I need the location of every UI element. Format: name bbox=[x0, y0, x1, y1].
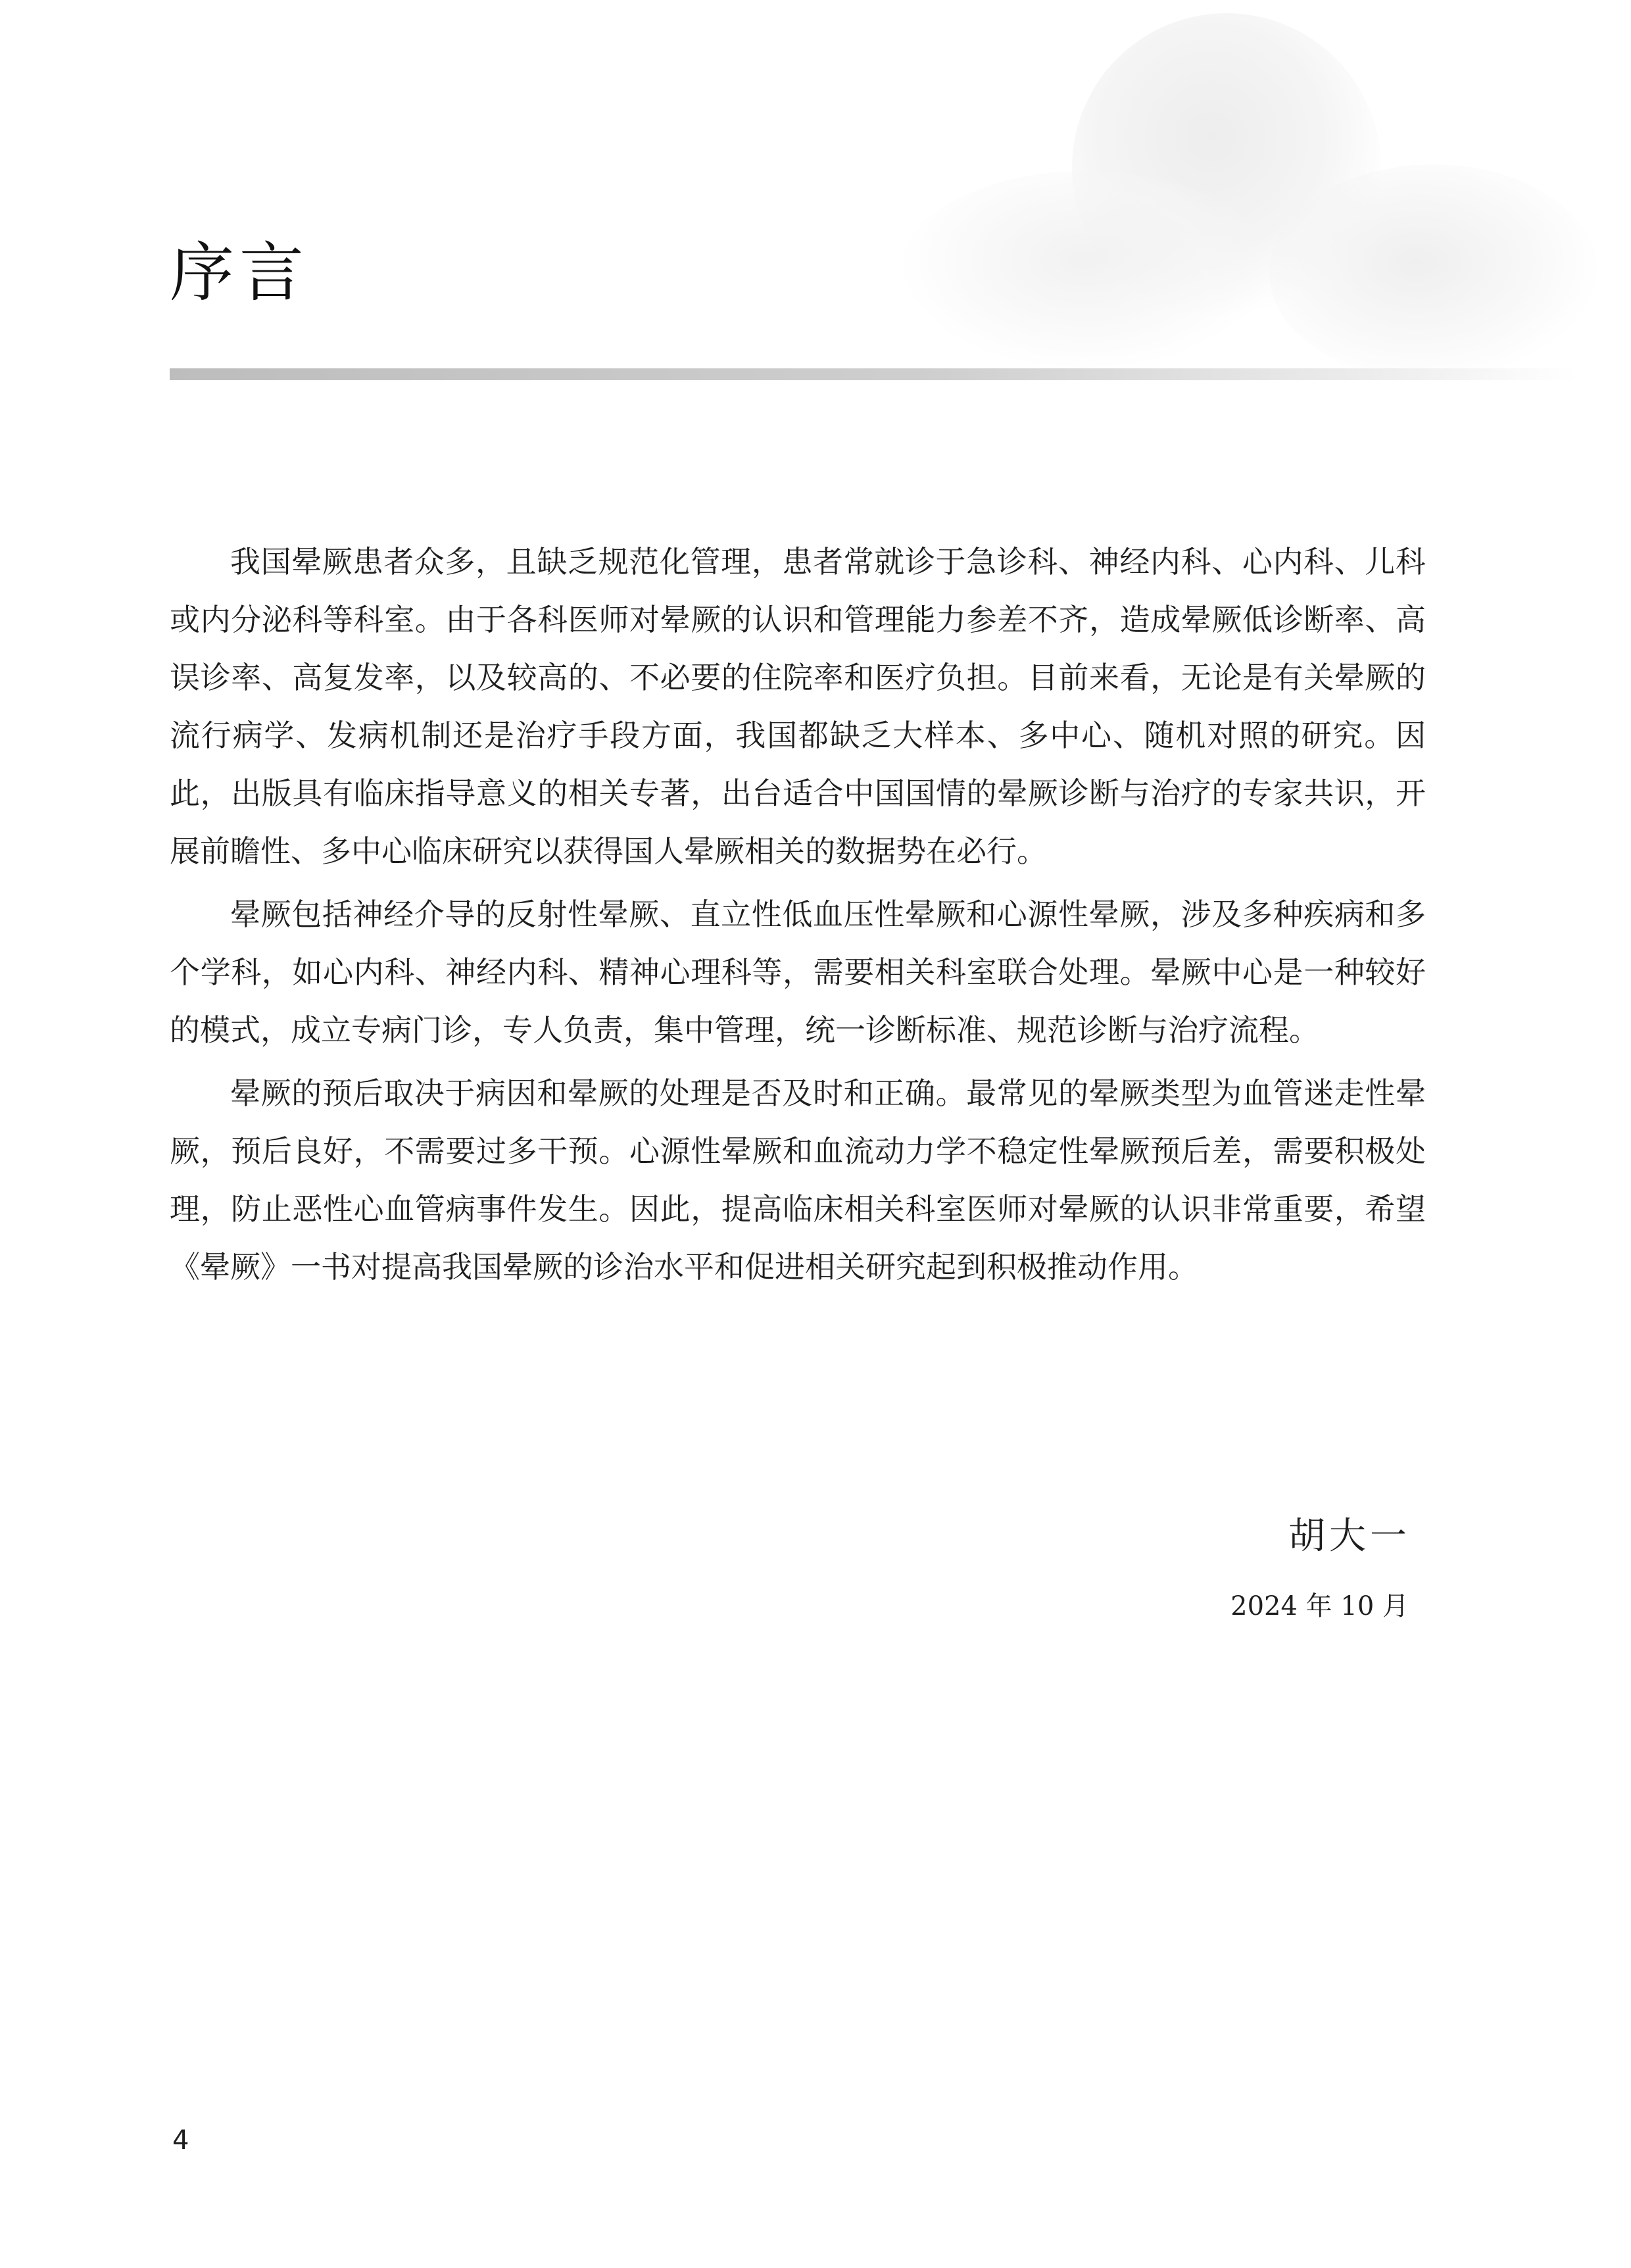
paragraph: 晕厥包括神经介导的反射性晕厥、直立性低血压性晕厥和心源性晕厥，涉及多种疾病和多个学科，如心内科、神经内科、精神心理科等，需要相关科室联合处理。晕厥中心是一种较好的模式，成立专病门诊，专人负责，集中管理，统一诊断标准、规范诊断与治疗流程。 bbox=[170, 897, 1426, 1048]
decorative-circle bbox=[901, 171, 1269, 368]
date: 2024 年 10 月 bbox=[1230, 1591, 1409, 1621]
preface-body bbox=[170, 533, 1426, 1301]
decorative-circle bbox=[1072, 13, 1381, 322]
paragraph: 晕厥的预后取决于病因和晕厥的处理是否及时和正确。最常见的晕厥类型为血管迷走性晕厥，预后良好，不需要过多干预。心源性晕厥和血流动力学不稳定性晕厥预后差，需要积极处理，防止恶性心血管病事件发生。因此，提高临床相关科室医师对晕厥的认识非常重要，希望《晕厥》一书对提高我国晕厥的诊治水平和促进相关研究起到积极推动作用。 bbox=[170, 1075, 1426, 1285]
paragraph: 我国晕厥患者众多，且缺乏规范化管理，患者常就诊于急诊科、神经内科、心内科、儿科或内分泌科等科室。由于各科医师对晕厥的认识和管理能力参差不齐，造成晕厥低诊断率、高误诊率、高复发率，以及较高的、不必要的住院率和医疗负担。目前来看，无论是有关晕厥的流行病学、发病机制还是治疗手段方面，我国都缺乏大样本、多中心、随机对照的研究。因此，出版具有临床指导意义的相关专著，出台适合中国国情的晕厥诊断与治疗的专家共识，开展前瞻性、多中心临床研究以获得国人晕厥相关的数据势在必行。 bbox=[170, 544, 1426, 869]
decorative-circle bbox=[1269, 164, 1598, 382]
author-signature: 胡大一 bbox=[1288, 1515, 1411, 1558]
page-number: 4 bbox=[172, 2125, 189, 2156]
title-divider bbox=[170, 368, 1577, 380]
page-title: 序言 bbox=[170, 235, 310, 310]
